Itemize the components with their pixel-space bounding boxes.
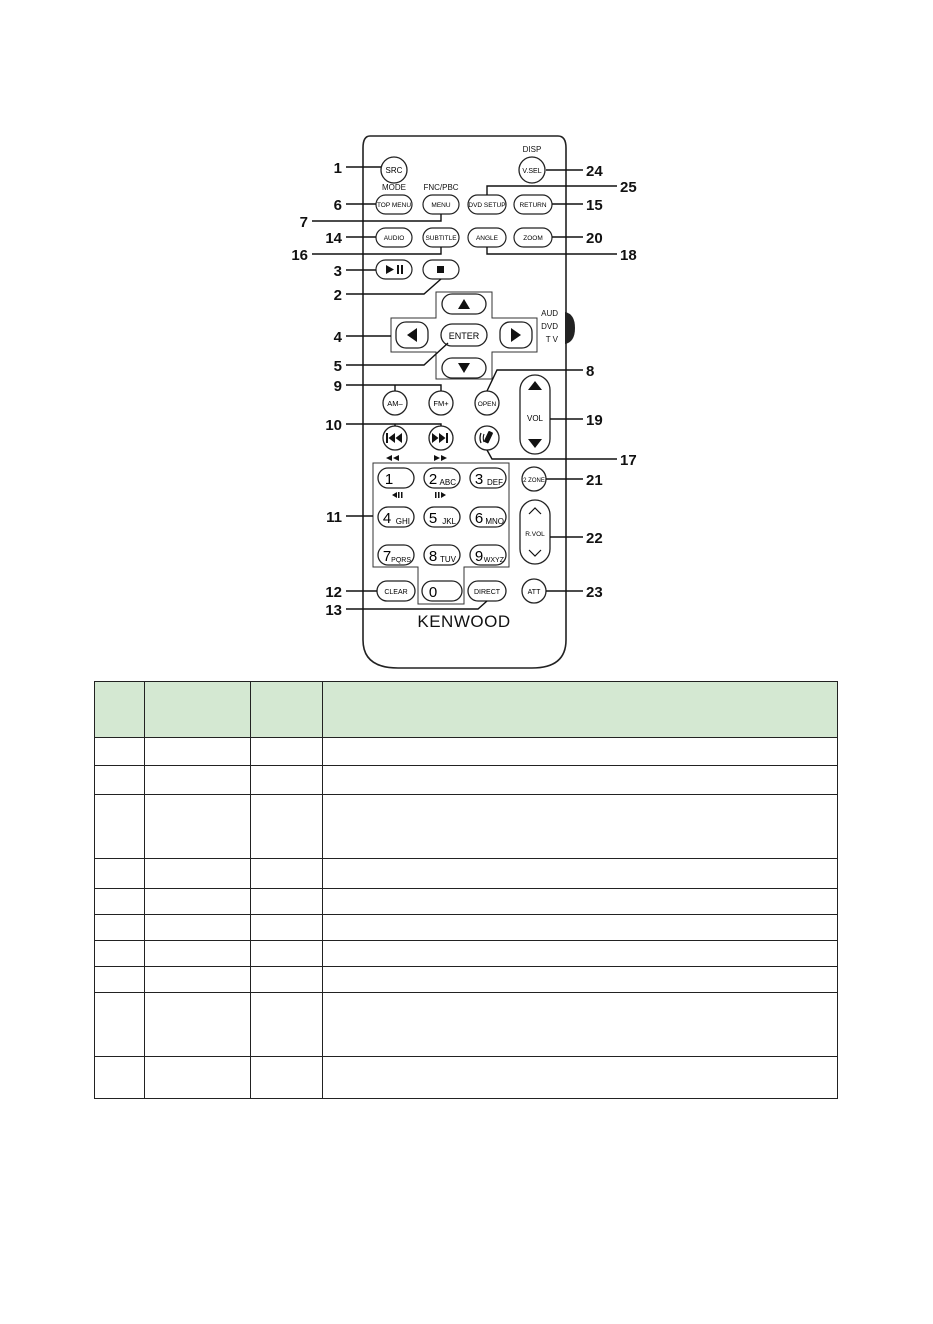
right-button[interactable] <box>500 322 532 348</box>
table-cell <box>323 859 838 889</box>
menu-button[interactable] <box>423 195 459 214</box>
callout-10: 10 <box>325 417 342 434</box>
svg-text:AUDIO: AUDIO <box>383 235 405 242</box>
table-header-row <box>95 682 838 738</box>
svg-text:FM+: FM+ <box>433 399 449 408</box>
svg-text:WXYZ: WXYZ <box>483 557 504 564</box>
svg-text:CLEAR: CLEAR <box>384 589 408 596</box>
svg-text:GHI: GHI <box>395 517 410 526</box>
callout-1: 1 <box>333 160 342 177</box>
table-cell <box>145 738 251 766</box>
table-cell <box>323 993 838 1057</box>
svg-text:9: 9 <box>474 548 484 565</box>
table-row <box>95 915 838 941</box>
subtitle-button[interactable] <box>423 228 459 247</box>
svg-text:MNO: MNO <box>485 517 504 526</box>
svg-text:2: 2 <box>428 471 438 488</box>
enter-button[interactable] <box>441 324 487 346</box>
svg-text:DVD SETUP: DVD SETUP <box>468 202 506 209</box>
rvol-rocker[interactable] <box>520 500 550 564</box>
table-cell <box>95 766 145 795</box>
key-9[interactable] <box>470 545 506 565</box>
table-cell <box>95 967 145 993</box>
table-cell <box>95 859 145 889</box>
callout-3: 3 <box>333 263 342 280</box>
am-button[interactable] <box>383 391 407 415</box>
callout-23: 23 <box>586 584 603 601</box>
table-cell <box>145 993 251 1057</box>
table-cell <box>145 889 251 915</box>
fm-button[interactable] <box>429 391 453 415</box>
key-6[interactable] <box>470 507 506 527</box>
table-row <box>95 941 838 967</box>
return-button[interactable] <box>514 195 552 214</box>
callout-14: 14 <box>325 230 342 247</box>
callout-7: 7 <box>299 214 308 231</box>
table-cell <box>323 766 838 795</box>
dvd-setup-button[interactable] <box>468 195 506 214</box>
left-button[interactable] <box>396 322 428 348</box>
table-cell <box>145 795 251 859</box>
disp-label: DISP <box>522 145 542 154</box>
svg-text:SRC: SRC <box>385 166 403 175</box>
callout-4: 4 <box>333 329 342 346</box>
svg-text:DIRECT: DIRECT <box>473 589 501 596</box>
table-cell <box>323 915 838 941</box>
switch-dvd: DVD <box>541 322 558 331</box>
svg-text:SUBTITLE: SUBTITLE <box>425 235 457 242</box>
table-row <box>95 993 838 1057</box>
up-button[interactable] <box>442 294 486 314</box>
svg-text:PQRS: PQRS <box>391 557 411 564</box>
svg-text:3: 3 <box>474 471 484 488</box>
callout-19: 19 <box>586 412 603 429</box>
stop-button[interactable] <box>423 260 459 279</box>
svg-text:6: 6 <box>474 510 484 527</box>
svg-text:RETURN: RETURN <box>519 202 547 209</box>
svg-text:0: 0 <box>428 584 438 601</box>
callout-12: 12 <box>325 584 342 601</box>
svg-text:8: 8 <box>428 548 438 565</box>
key-4[interactable] <box>378 507 414 527</box>
table-cell <box>323 1057 838 1099</box>
mode-label: MODE <box>382 183 406 192</box>
clear-button[interactable] <box>377 581 415 601</box>
next-button[interactable] <box>429 426 453 450</box>
svg-text:TUV: TUV <box>440 555 456 564</box>
open-button[interactable] <box>475 391 499 415</box>
table-cell <box>323 795 838 859</box>
callout-2: 2 <box>333 287 342 304</box>
key-8[interactable] <box>424 545 460 565</box>
top-menu-button[interactable] <box>376 195 412 214</box>
svg-text:ANGLE: ANGLE <box>475 235 499 242</box>
vsel-button[interactable] <box>519 157 545 183</box>
fnc-pbc-label: FNC/PBC <box>423 183 459 192</box>
table-cell <box>251 738 323 766</box>
callout-21: 21 <box>586 472 603 489</box>
table-cell <box>323 889 838 915</box>
hands-free-button[interactable] <box>475 426 499 450</box>
direct-button[interactable] <box>468 581 506 601</box>
svg-text:DEF: DEF <box>487 478 503 487</box>
zoom-button[interactable] <box>514 228 552 247</box>
svg-text:R.VOL: R.VOL <box>525 531 545 538</box>
key-7[interactable] <box>378 545 414 565</box>
play-pause-button[interactable] <box>376 260 412 279</box>
switch-aud: AUD <box>541 309 558 318</box>
table-header-cell <box>145 682 251 738</box>
down-button[interactable] <box>442 358 486 378</box>
table-row <box>95 967 838 993</box>
table-row <box>95 859 838 889</box>
table-cell <box>145 1057 251 1099</box>
audio-button[interactable] <box>376 228 412 247</box>
table-cell <box>95 795 145 859</box>
key-3[interactable] <box>470 468 506 488</box>
brand-logo: KENWOOD <box>417 612 511 631</box>
table-cell <box>251 795 323 859</box>
svg-text:MENU: MENU <box>431 202 451 209</box>
table-row <box>95 1057 838 1099</box>
table-header-cell <box>251 682 323 738</box>
callout-24: 24 <box>586 163 603 180</box>
svg-text:TOP MENU: TOP MENU <box>376 202 412 209</box>
callout-8: 8 <box>586 363 595 380</box>
callout-15: 15 <box>586 197 603 214</box>
function-table <box>94 681 838 1099</box>
table-cell <box>145 915 251 941</box>
table-cell <box>251 993 323 1057</box>
table-cell <box>251 766 323 795</box>
key-5[interactable] <box>424 507 460 527</box>
table-header-cell <box>323 682 838 738</box>
table-row <box>95 738 838 766</box>
svg-text:ATT: ATT <box>527 589 541 596</box>
svg-text:ZOOM: ZOOM <box>523 235 543 242</box>
svg-text:5: 5 <box>428 510 438 527</box>
table-cell <box>95 889 145 915</box>
svg-text:4: 4 <box>382 510 392 527</box>
table-cell <box>251 889 323 915</box>
vol-rocker[interactable] <box>520 375 550 454</box>
svg-text:OPEN: OPEN <box>477 401 497 408</box>
previous-button[interactable] <box>383 426 407 450</box>
table-cell <box>145 941 251 967</box>
table-cell <box>251 915 323 941</box>
table-cell <box>95 738 145 766</box>
callout-18: 18 <box>620 247 637 264</box>
att-button[interactable] <box>522 579 546 603</box>
switch-tv: T V <box>545 335 558 344</box>
svg-text:V.SEL: V.SEL <box>522 168 542 175</box>
angle-button[interactable] <box>468 228 506 247</box>
callout-11: 11 <box>326 509 342 526</box>
svg-text:7: 7 <box>382 548 392 565</box>
table-cell <box>323 967 838 993</box>
table-cell <box>145 967 251 993</box>
svg-text:AM–: AM– <box>387 399 403 408</box>
table-cell <box>145 766 251 795</box>
callout-25: 25 <box>620 179 637 196</box>
callout-13: 13 <box>325 602 342 619</box>
key-1[interactable] <box>378 468 414 488</box>
table-row <box>95 795 838 859</box>
table-cell <box>95 1057 145 1099</box>
callout-16: 16 <box>291 247 308 264</box>
remote-side-knob <box>565 312 575 344</box>
callout-5: 5 <box>333 358 342 375</box>
callout-6: 6 <box>333 197 342 214</box>
table-cell <box>251 941 323 967</box>
svg-text:1: 1 <box>384 471 394 488</box>
callout-20: 20 <box>586 230 603 247</box>
table-cell <box>145 859 251 889</box>
table-cell <box>323 738 838 766</box>
table-row <box>95 766 838 795</box>
two-zone-button[interactable] <box>522 467 546 491</box>
svg-text:JKL: JKL <box>442 517 456 526</box>
svg-text:ENTER: ENTER <box>448 331 480 341</box>
table-header-cell <box>95 682 145 738</box>
callout-22: 22 <box>586 530 603 547</box>
svg-text:2 ZONE: 2 ZONE <box>523 478 545 484</box>
stop-icon <box>437 266 444 273</box>
table-cell <box>95 993 145 1057</box>
key-2[interactable] <box>424 468 460 488</box>
table-cell <box>95 915 145 941</box>
table-row <box>95 889 838 915</box>
svg-text:VOL: VOL <box>526 414 544 423</box>
table-cell <box>95 941 145 967</box>
table-cell <box>323 941 838 967</box>
callout-17: 17 <box>620 452 637 469</box>
table-cell <box>251 1057 323 1099</box>
key-0[interactable] <box>422 581 462 601</box>
table-cell <box>251 967 323 993</box>
svg-text:ABC: ABC <box>439 478 456 487</box>
src-button[interactable] <box>381 157 407 183</box>
table-cell <box>251 859 323 889</box>
callout-9: 9 <box>333 378 342 395</box>
